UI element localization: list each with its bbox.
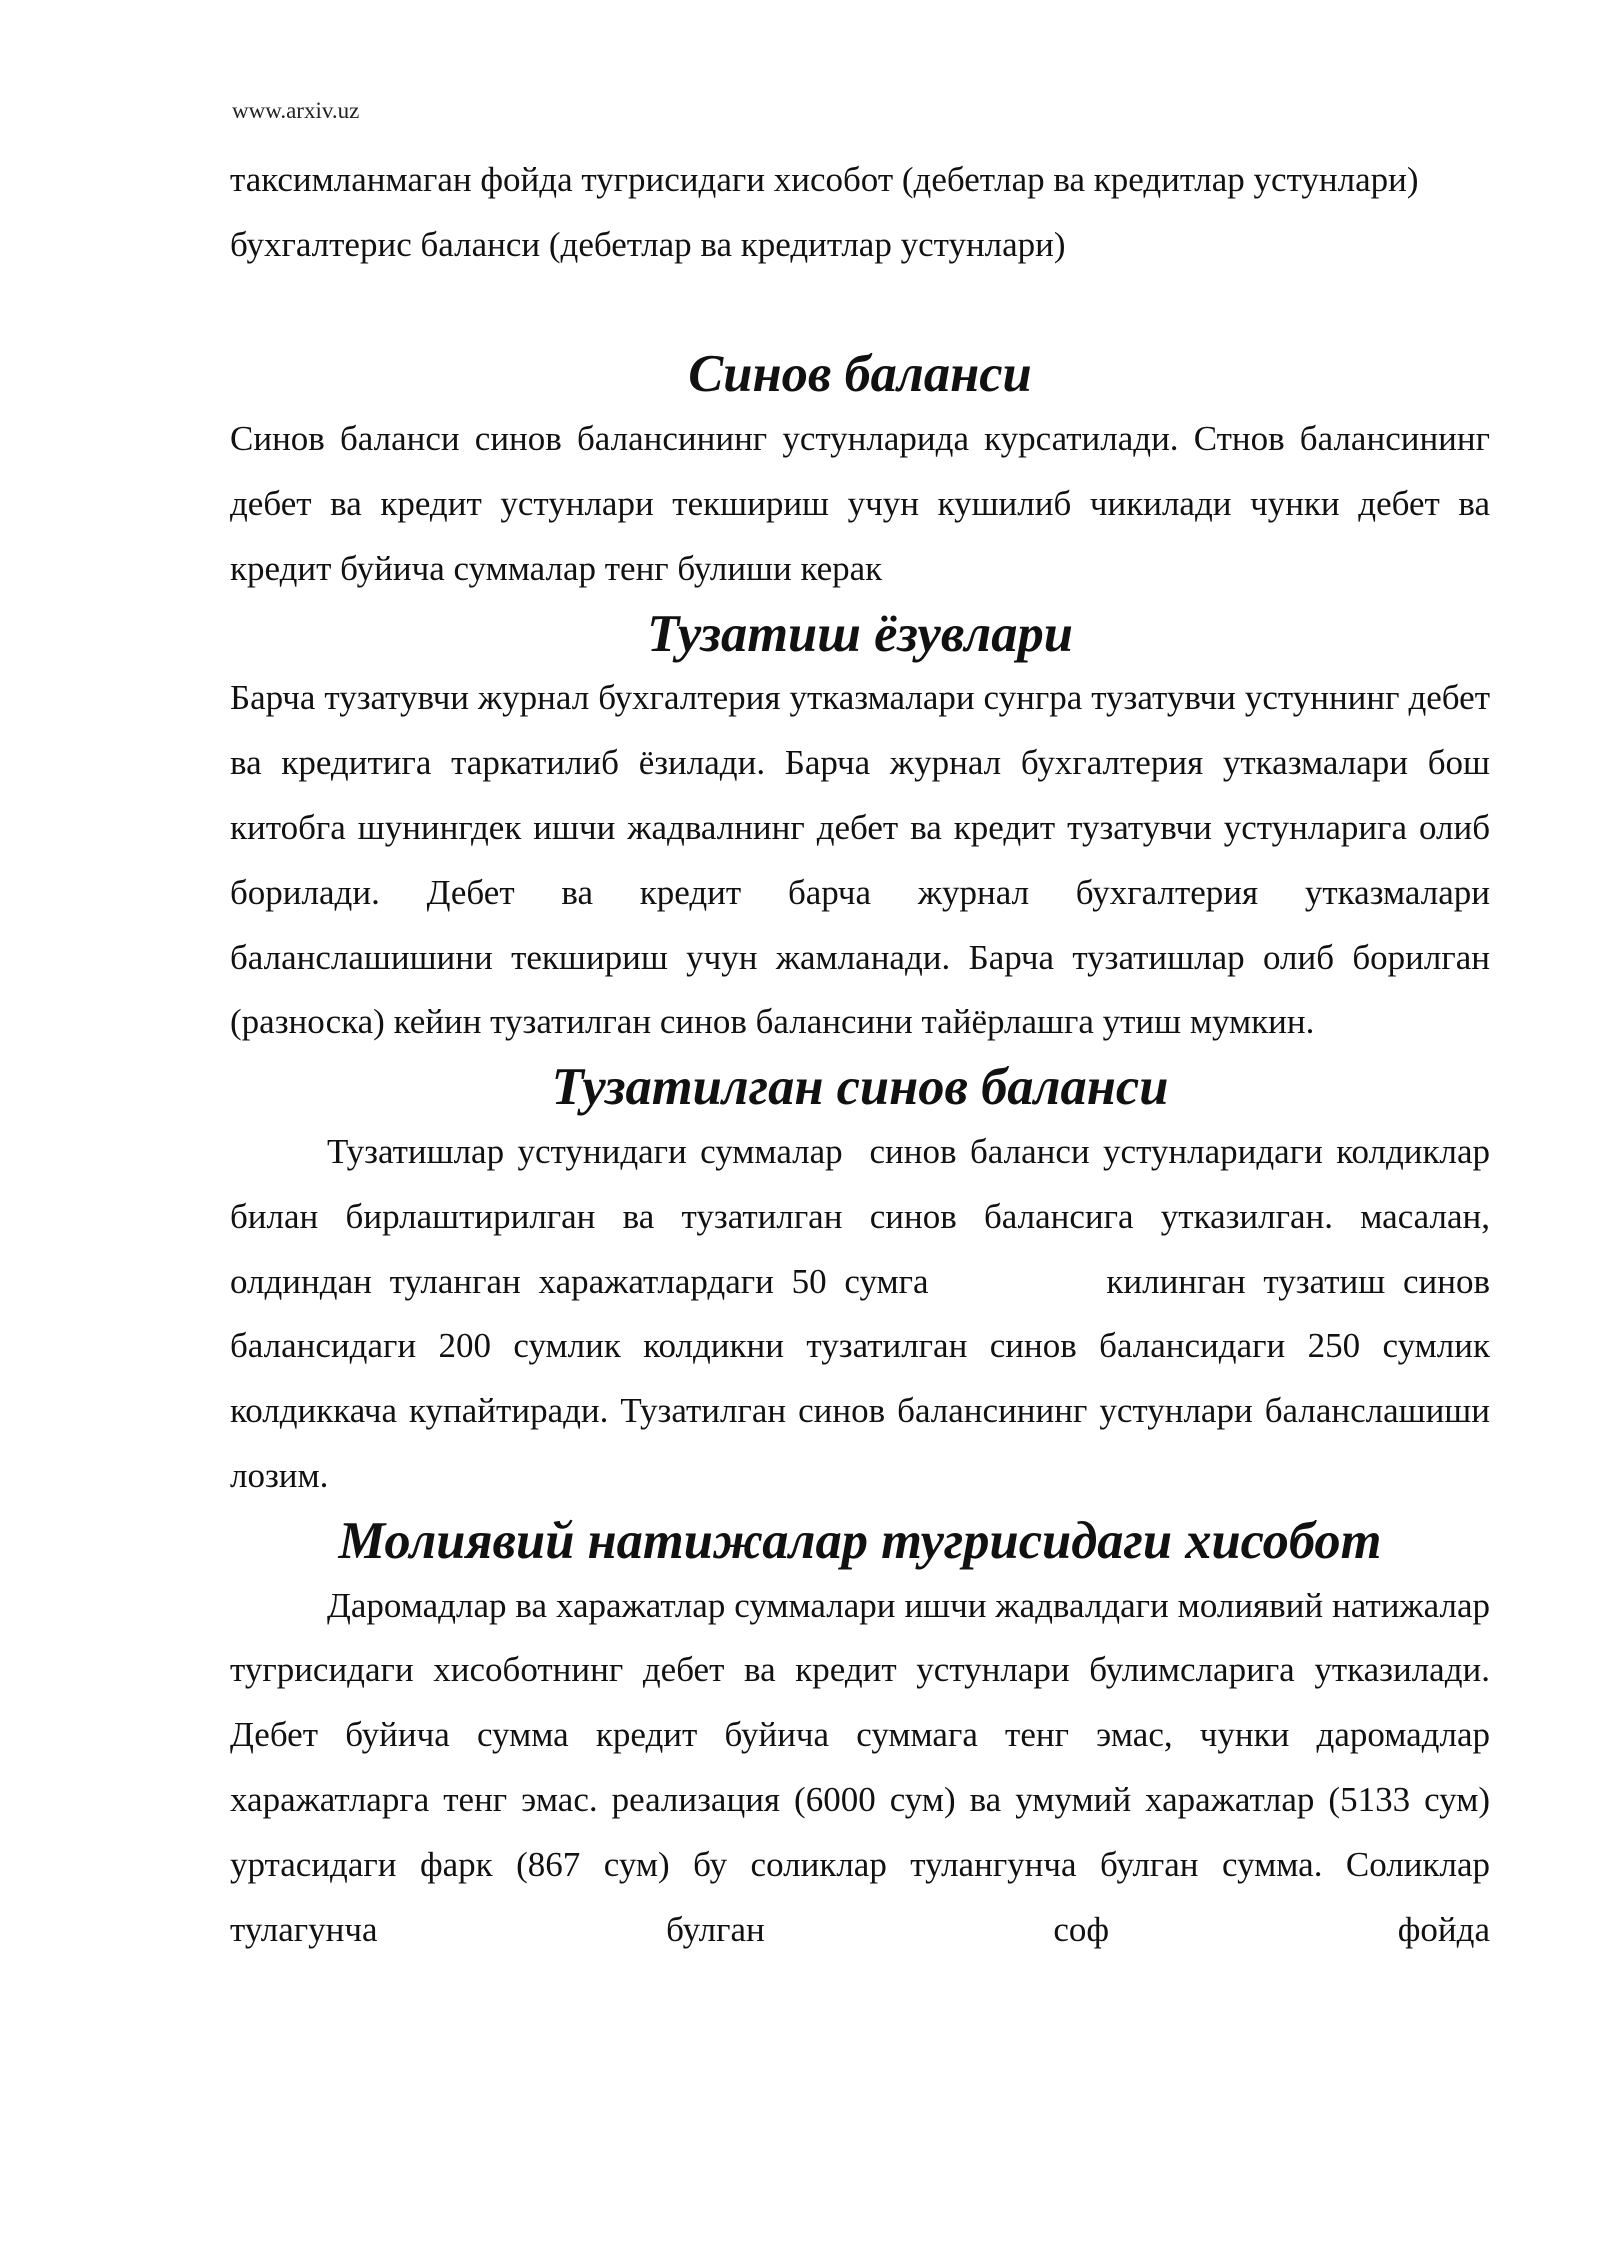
intro-line-2: бухгалтерис баланси (дебетлар ва кредитлар устунлари) xyxy=(230,224,1066,264)
section-body-moliyaviy-natijalar: Даромадлар ва харажатлар суммалари ишчи жадвалдаги молиявий натижалар тугрисидаги хисоботнинг дебет ва кредит устунлари булимсларига утказилади. Дебет буйича сумма кредит буйича суммага тенг эмас, чунки даромадлар харажатларга тенг эмас. реализация (6000 сум) ва умумий харажатлар (5133 сум) уртасидаги фарк (867 сум) бу соликлар тулангунча булган сумма. Соликлар тулагунча булган соф фойда xyxy=(230,1585,1490,1949)
section-body-sinov-balansi: Синов баланси синов балансининг устунларида курсатилади. Стнов балансининг дебет ва кредит устунлари текшириш учун кушилиб чикилади чунки дебет ва кредит буйича суммалар тенг булиши керак xyxy=(230,419,1490,588)
section-body-tuzatish-yozuvlari: Барча тузатувчи журнал бухгалтерия утказмалари сунгра тузатувчи устуннинг дебет ва кредитига таркатилиб ёзилади. Барча журнал бухгалтерия утказмалари бош китобга шунингдек ишчи жадвалнинг дебет ва кредит тузатувчи устунларига олиб борилади. Дебет ва кредит барча журнал бухгалтерия утказмалари баланслашишини текшириш учун жамланади. Барча тузатишлар олиб борилган (разноска) кейин тузатилган синов балансини тайёрлашга утиш мумкин. xyxy=(230,678,1490,1042)
section-body-tuzatilgan-sinov-balansi: Тузатишлар устунидаги суммалар синов баланси устунларидаги колдиклар билан бирлаштирилган ва тузатилган синов балансига утказилган. масалан, олдиндан туланган харажатлардаги 50 сумга килинган тузатиш синов балансидаги 200 сумлик колдикни тузатилган синов балансидаги 250 сумлик колдиккача купайтиради. Тузатилган синов балансининг устунлари баланслашиши лозим. xyxy=(230,1131,1499,1495)
section-heading-moliyaviy-natijalar: Молиявий натижалар тугрисидаги хисобот xyxy=(338,1511,1382,1570)
section-heading-tuzatilgan-sinov-balansi: Тузатилган синов баланси xyxy=(551,1058,1169,1117)
section-heading-tuzatish-yozuvlari: Тузатиш ёзувлари xyxy=(647,604,1073,663)
section-heading-sinov-balansi: Синов баланси xyxy=(688,345,1032,404)
blank-line xyxy=(230,278,1490,343)
header-url: www.arxiv.uz xyxy=(232,98,360,123)
document-body xyxy=(230,148,1499,1962)
intro-line-1: таксимланмаган фойда тугрисидаги хисобот (дебетлар ва кредитлар устунлари) xyxy=(230,160,1419,199)
